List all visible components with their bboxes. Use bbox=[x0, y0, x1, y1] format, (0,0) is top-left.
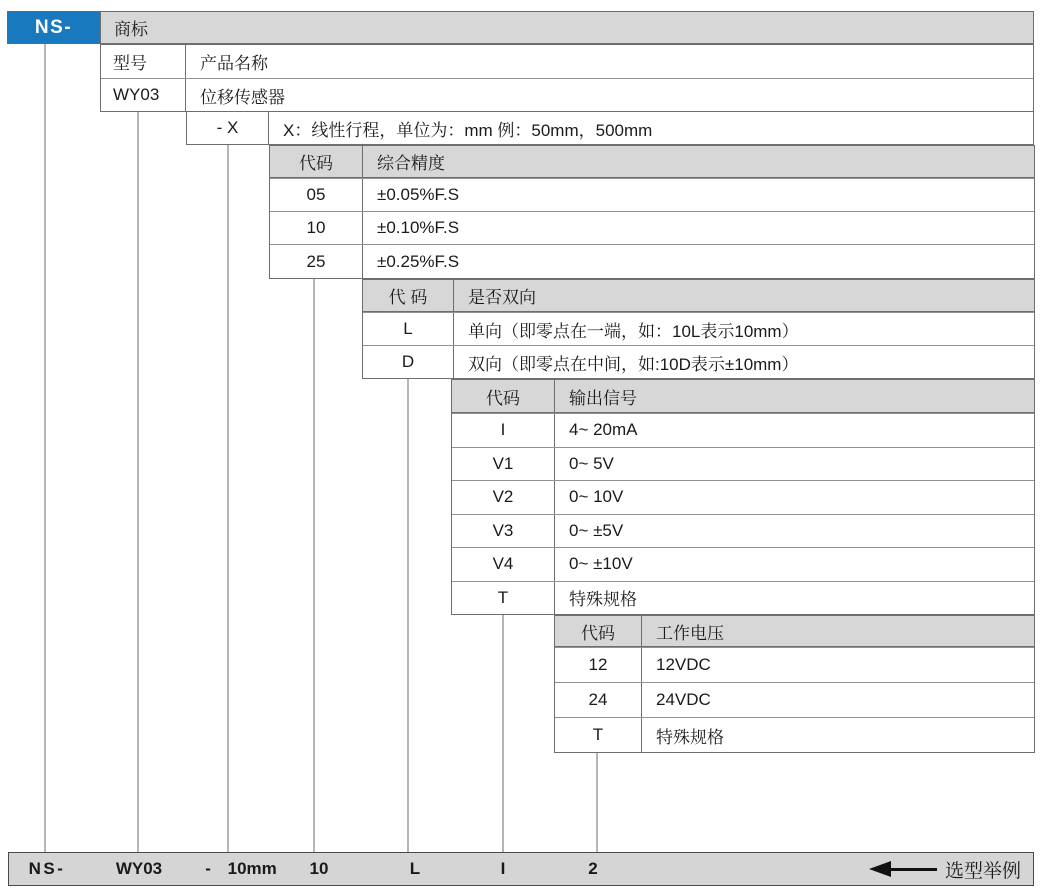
value-cell: 单向（即零点在一端，如：10L表示10mm） bbox=[468, 321, 799, 341]
value-cell: 0~ 5V bbox=[569, 453, 614, 473]
example-bar bbox=[8, 852, 1034, 886]
stroke-row bbox=[186, 111, 1034, 145]
value-cell: 24VDC bbox=[656, 690, 711, 709]
code-cell: 24 bbox=[555, 683, 642, 717]
model-value-cell: WY03 bbox=[101, 79, 186, 111]
table-row bbox=[270, 178, 1034, 211]
value-cell: ±0.10%F.S bbox=[377, 218, 460, 237]
model-table bbox=[100, 44, 1034, 112]
example-voltage: 2 bbox=[588, 859, 598, 878]
example-stroke: - 10mm bbox=[205, 859, 277, 878]
table-header-row bbox=[363, 280, 1034, 312]
value-cell: 4~ 20mA bbox=[569, 420, 638, 440]
value-cell: 特殊规格 bbox=[569, 590, 637, 610]
code-header-cell: 代码 bbox=[452, 380, 555, 412]
connector-line-output bbox=[502, 613, 504, 852]
connector-line-stroke bbox=[227, 144, 229, 852]
connector-line-voltage bbox=[596, 752, 598, 852]
trademark-header: 商标 bbox=[100, 11, 1034, 44]
product-label-cell: 产品名称 bbox=[200, 54, 268, 73]
table-row bbox=[270, 244, 1034, 278]
stroke-code-cell: - X bbox=[187, 112, 269, 144]
value-header-cell: 综合精度 bbox=[377, 154, 445, 173]
code-cell: V2 bbox=[452, 481, 555, 514]
code-cell: 05 bbox=[270, 179, 363, 211]
table-row bbox=[452, 514, 1034, 548]
code-header-cell: 代码 bbox=[555, 616, 642, 646]
table-row bbox=[452, 547, 1034, 581]
direction-table bbox=[362, 279, 1035, 379]
table-row bbox=[555, 647, 1034, 682]
code-cell: D bbox=[363, 346, 454, 378]
output-signal-table bbox=[451, 379, 1035, 615]
table-row bbox=[452, 413, 1034, 447]
series-prefix-box: NS- bbox=[7, 11, 100, 44]
example-prefix: NS- bbox=[28, 859, 66, 878]
code-cell: V4 bbox=[452, 548, 555, 581]
connector-line-model bbox=[137, 111, 139, 852]
value-cell: ±0.05%F.S bbox=[377, 185, 460, 204]
stroke-desc-cell: X：线性行程，单位为：mm 例：50mm，500mm bbox=[283, 120, 653, 140]
table-header-row bbox=[452, 380, 1034, 413]
table-row bbox=[270, 211, 1034, 244]
voltage-table bbox=[554, 615, 1035, 753]
table-row bbox=[363, 312, 1034, 345]
code-cell: 10 bbox=[270, 212, 363, 244]
code-cell: T bbox=[452, 582, 555, 615]
value-header-cell: 工作电压 bbox=[656, 623, 724, 643]
table-row bbox=[452, 447, 1034, 481]
connector-line-prefix bbox=[44, 44, 46, 852]
value-cell: 0~ 10V bbox=[569, 487, 624, 507]
value-cell: 0~ ±5V bbox=[569, 520, 624, 540]
example-accuracy: 10 bbox=[309, 859, 329, 878]
code-cell: 12 bbox=[555, 648, 642, 682]
code-cell: L bbox=[363, 313, 454, 345]
code-cell: I bbox=[452, 414, 555, 447]
example-model: WY03 bbox=[115, 859, 163, 878]
connector-line-direction bbox=[407, 378, 409, 852]
code-cell: T bbox=[555, 718, 642, 752]
value-cell: ±0.25%F.S bbox=[377, 251, 460, 271]
left-arrow-icon bbox=[869, 861, 891, 877]
table-row bbox=[452, 581, 1034, 615]
table-header-row bbox=[270, 146, 1034, 178]
value-cell: 特殊规格 bbox=[656, 727, 724, 747]
code-cell: V1 bbox=[452, 448, 555, 481]
value-header-cell: 输出信号 bbox=[569, 388, 637, 408]
example-output: I bbox=[500, 859, 506, 878]
code-header-cell: 代 码 bbox=[363, 280, 454, 311]
table-row bbox=[363, 345, 1034, 378]
code-cell: 25 bbox=[270, 245, 363, 278]
table-header-row bbox=[555, 616, 1034, 647]
table-row bbox=[187, 112, 1033, 144]
table-row bbox=[555, 717, 1034, 752]
example-direction: L bbox=[409, 859, 421, 878]
model-label-cell: 型号 bbox=[101, 45, 186, 78]
value-cell: 0~ ±10V bbox=[569, 554, 633, 574]
code-header-cell: 代码 bbox=[270, 146, 363, 177]
table-row bbox=[101, 78, 1033, 111]
product-value-cell: 位移传感器 bbox=[200, 87, 285, 107]
table-row bbox=[101, 45, 1033, 78]
table-row bbox=[452, 480, 1034, 514]
left-arrow-shaft bbox=[889, 868, 937, 871]
table-row bbox=[555, 682, 1034, 717]
value-cell: 双向（即零点在中间，如:10D表示±10mm） bbox=[468, 354, 799, 374]
value-header-cell: 是否双向 bbox=[468, 288, 536, 307]
connector-line-accuracy bbox=[313, 278, 315, 852]
example-label: 选型举例 bbox=[945, 860, 1022, 882]
code-cell: V3 bbox=[452, 515, 555, 548]
value-cell: 12VDC bbox=[656, 655, 711, 674]
accuracy-table bbox=[269, 145, 1035, 279]
